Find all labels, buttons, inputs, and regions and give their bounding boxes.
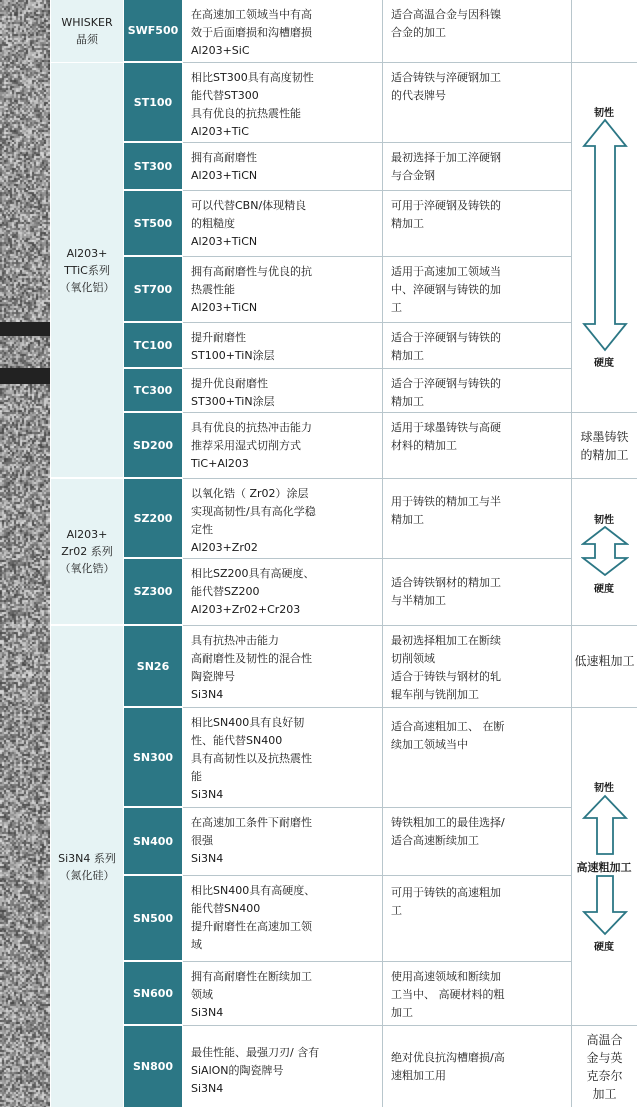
material-image-swf500 <box>0 0 50 62</box>
grade-description: 以氧化锆（ Zr02）涂层 实现高韧性/具有高化学稳 定性 Al203+Zr02 <box>191 487 316 554</box>
group-label-zirconia: Al203+ Zr02 系列 （氧化锆） <box>51 479 123 624</box>
material-image-sn800 <box>0 1024 50 1107</box>
toughness-label: 韧性 <box>594 515 614 526</box>
grade-description: 最佳性能、最强刀刃/ 含有 SiAlON的陶瓷牌号 Si3N4 <box>191 1046 320 1095</box>
material-image-st100 <box>0 62 50 142</box>
group-label-whisker: WHISKER 晶须 <box>51 0 123 62</box>
grade-code: SZ300 <box>124 559 182 624</box>
grade-description: 具有优良的抗热冲击能力 推荐采用湿式切削方式 TiC+Al203 <box>191 421 312 470</box>
grade-application: 适合铸铁钢材的精加工 与半精加工 <box>391 576 501 607</box>
grade-code: ST300 <box>124 143 182 189</box>
column-divider <box>571 0 572 1107</box>
grade-code: SN500 <box>124 876 182 960</box>
grade-description: 在高速加工条件下耐磨性 很强 Si3N4 <box>191 816 312 865</box>
grade-application: 适用于球墨铸铁与高硬 材料的精加工 <box>391 421 501 452</box>
toughness-label: 韧性 <box>594 108 614 119</box>
grade-code: SN26 <box>124 626 182 706</box>
grade-application: 适用于高速加工领域当 中、淬硬钢与铸铁的加 工 <box>391 265 501 314</box>
grade-code: SD200 <box>124 413 182 477</box>
grade-code: ST500 <box>124 191 182 255</box>
grade-description: 相比SN400具有良好韧 性、能代替SN400 具有高韧性以及抗热震性 能 Si3N4 <box>191 716 312 801</box>
material-image-sz200 <box>0 478 50 558</box>
grade-application: 最初选择粗加工在断续 切削领域 适合于铸铁与钢材的轧 辊车削与铣削加工 <box>391 634 501 701</box>
material-image-sn600 <box>0 960 50 1024</box>
grade-application: 适合于淬硬钢与铸铁的 精加工 <box>391 377 501 408</box>
grade-description: 拥有高耐磨性在断续加工 领域 Si3N4 <box>191 970 312 1019</box>
grade-description: 相比ST300具有高度韧性 能代替ST300 具有优良的抗热震性能 Al203+TiC <box>191 71 314 138</box>
grade-code: TC300 <box>124 369 182 411</box>
coating-layer-tc100 <box>0 322 50 336</box>
hardness-label: 硬度 <box>594 358 614 369</box>
toughness-speed-arrow-up-icon <box>582 794 628 856</box>
sd200-note: 球墨铸铁 的精加工 <box>580 429 629 462</box>
material-image-sz300 <box>0 558 50 624</box>
grade-application: 最初选择于加工淬硬钢 与合金钢 <box>391 151 501 182</box>
grade-application: 使用高速领域和断续加 工当中、 高硬材料的粗 加工 <box>391 970 505 1019</box>
grade-code: ST700 <box>124 257 182 321</box>
toughness-hardness-arrow-icon <box>582 118 628 352</box>
grade-application: 用于铸铁的精加工与半 精加工 <box>391 495 501 526</box>
grade-description: 在高速加工领域当中有高 效于后面磨损和沟槽磨损 Al203+SiC <box>191 8 312 57</box>
speed-hardness-arrow-down-icon <box>582 874 628 936</box>
grade-code: SZ200 <box>124 479 182 557</box>
grade-application: 适合高温合金与因科镍 合金的加工 <box>391 8 501 39</box>
material-image-sn400 <box>0 806 50 874</box>
grade-code: ST100 <box>124 63 182 141</box>
grade-application: 适合于淬硬钢与铸铁的 精加工 <box>391 331 501 362</box>
material-image-sn26 <box>0 624 50 706</box>
grade-application: 适合高速粗加工、 在断 续加工领域当中 <box>391 720 505 751</box>
grade-application: 适合铸铁与淬硬钢加工 的代表牌号 <box>391 71 501 102</box>
grade-application: 可用于淬硬钢及铸铁的 精加工 <box>391 199 501 230</box>
grade-code: SN800 <box>124 1026 182 1107</box>
hardness-label: 硬度 <box>594 942 614 953</box>
material-image-st700 <box>0 256 50 322</box>
toughness-label: 韧性 <box>594 783 614 794</box>
grade-description: 拥有高耐磨性与优良的抗 热震性能 Al203+TiCN <box>191 265 312 314</box>
sn26-note: 低速粗加工 <box>574 653 635 668</box>
grade-code: TC100 <box>124 323 182 367</box>
material-image-sd200 <box>0 412 50 478</box>
grade-description: 提升耐磨性 ST100+TiN涂层 <box>191 331 275 362</box>
grade-application: 绝对优良抗沟槽磨损/高 速粗加工用 <box>391 1050 505 1082</box>
material-image-st300 <box>0 142 50 190</box>
grade-description: 具有抗热冲击能力 高耐磨性及韧性的混合性 陶瓷牌号 Si3N4 <box>191 634 312 701</box>
grade-application: 铸铁粗加工的最佳选择/ 适合高速断续加工 <box>391 816 505 847</box>
grade-description: 可以代替CBN/体现精良 的粗糙度 Al203+TiCN <box>191 199 307 248</box>
material-image-sn500 <box>0 874 50 960</box>
material-image-sn300 <box>0 706 50 806</box>
group-label-silicon-nitride: Si3N4 系列 （氮化硅） <box>51 626 123 1107</box>
grade-description: 相比SZ200具有高硬度、 能代替SZ200 Al203+Zr02+Cr203 <box>191 567 315 616</box>
grade-description: 相比SN400具有高硬度、 能代替SN400 提升耐磨性在高速加工领 域 <box>191 884 316 951</box>
group-label-alumina: Al203+ TTiC系列 （氧化铝） <box>51 63 123 477</box>
hardness-label: 硬度 <box>594 584 614 595</box>
grade-code: SN400 <box>124 808 182 874</box>
grade-code: SN600 <box>124 962 182 1024</box>
toughness-hardness-arrow-icon <box>581 526 629 576</box>
coating-layer-tc300 <box>0 368 50 384</box>
grade-application: 可用于铸铁的高速粗加 工 <box>391 886 501 917</box>
grade-description: 提升优良耐磨性 ST300+TiN涂层 <box>191 377 275 408</box>
sn800-note: 高温合 金与英 克奈尔 加工 <box>586 1032 623 1101</box>
material-image-st500 <box>0 190 50 256</box>
grade-code: SWF500 <box>124 0 182 61</box>
grade-description: 拥有高耐磨性 Al203+TiCN <box>191 151 258 182</box>
grade-code: SN300 <box>124 708 182 806</box>
high-speed-rough-label: 高速粗加工 <box>576 861 632 874</box>
